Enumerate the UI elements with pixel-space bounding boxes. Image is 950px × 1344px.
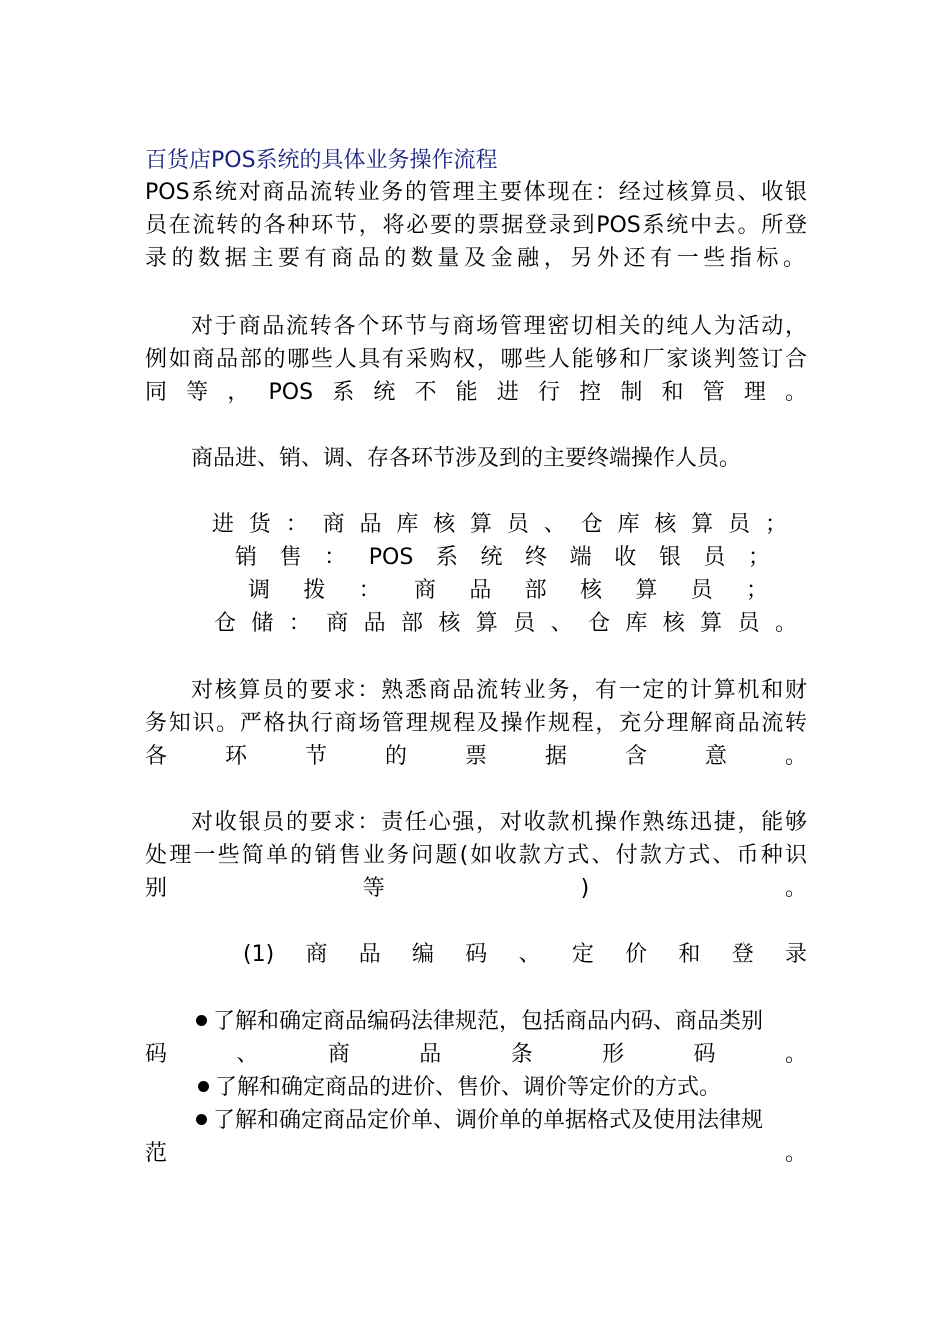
intro-line-3: 录的数据主要有商品的数量及金融，另外还有一些指标。 bbox=[145, 246, 807, 271]
document-title: 百货店POS系统的具体业务操作流程 bbox=[145, 148, 498, 173]
para4-line-2: 务知识。严格执行商场管理规程及操作规程，充分理解商品流转 bbox=[145, 711, 807, 736]
intro-line-1: POS系统对商品流转业务的管理主要体现在：经过核算员、收银 bbox=[145, 180, 807, 205]
bullet-dot-icon bbox=[196, 1015, 207, 1026]
bullet-1-text: 了解和确定商品编码法律规范，包括商品内码、商品类别 bbox=[213, 1009, 764, 1034]
bullet-1-line-1 bbox=[196, 1006, 807, 1038]
bullet-1-line-2: 码、商品条形码。 bbox=[145, 1042, 807, 1067]
para4-line-3: 各环节的票据含意。 bbox=[145, 744, 807, 769]
section-heading-1: (1)商品编码、定价和登录 bbox=[243, 942, 807, 967]
para4-line-1: 对核算员的要求：熟悉商品流转业务，有一定的计算机和财 bbox=[191, 678, 807, 703]
bullet-dot-icon bbox=[198, 1081, 209, 1092]
bullet-3-line-1 bbox=[196, 1105, 807, 1137]
bullet-2-line-1 bbox=[198, 1072, 807, 1104]
bullet-2-text: 了解和确定商品的进价、售价、调价等定价的方式。 bbox=[215, 1075, 722, 1100]
para5-line-1: 对收银员的要求：责任心强，对收款机操作熟练迅捷，能够 bbox=[191, 810, 807, 835]
intro-line-2: 员在流转的各种环节，将必要的票据登录到POS系统中去。所登 bbox=[145, 213, 807, 238]
para2-line-2: 例如商品部的哪些人具有采购权，哪些人能够和厂家谈判签订合 bbox=[145, 347, 807, 372]
para2-line-1: 对于商品流转各个环节与商场管理密切相关的纯人为活动， bbox=[191, 314, 807, 339]
para3-line: 商品进、销、调、存各环节涉及到的主要终端操作人员。 bbox=[191, 446, 742, 471]
para5-line-3: 别等)。 bbox=[145, 876, 807, 901]
role-purchase: 进货：商品库核算员、仓库核算员； bbox=[212, 512, 787, 537]
bullet-3-line-2: 范。 bbox=[145, 1141, 807, 1166]
bullet-dot-icon bbox=[196, 1114, 207, 1125]
role-sales: 销售：POS系统终端收银员； bbox=[235, 545, 770, 570]
role-storage: 仓储：商品部核算员、仓库核算员。 bbox=[214, 611, 797, 636]
role-transfer: 调拨：商品部核算员； bbox=[248, 578, 768, 603]
para2-line-3: 同等，POS系统不能进行控制和管理。 bbox=[145, 380, 807, 405]
bullet-3-text: 了解和确定商品定价单、调价单的单据格式及使用法律规 bbox=[213, 1108, 764, 1133]
para5-line-2: 处理一些简单的销售业务问题(如收款方式、付款方式、币种识 bbox=[145, 843, 807, 868]
